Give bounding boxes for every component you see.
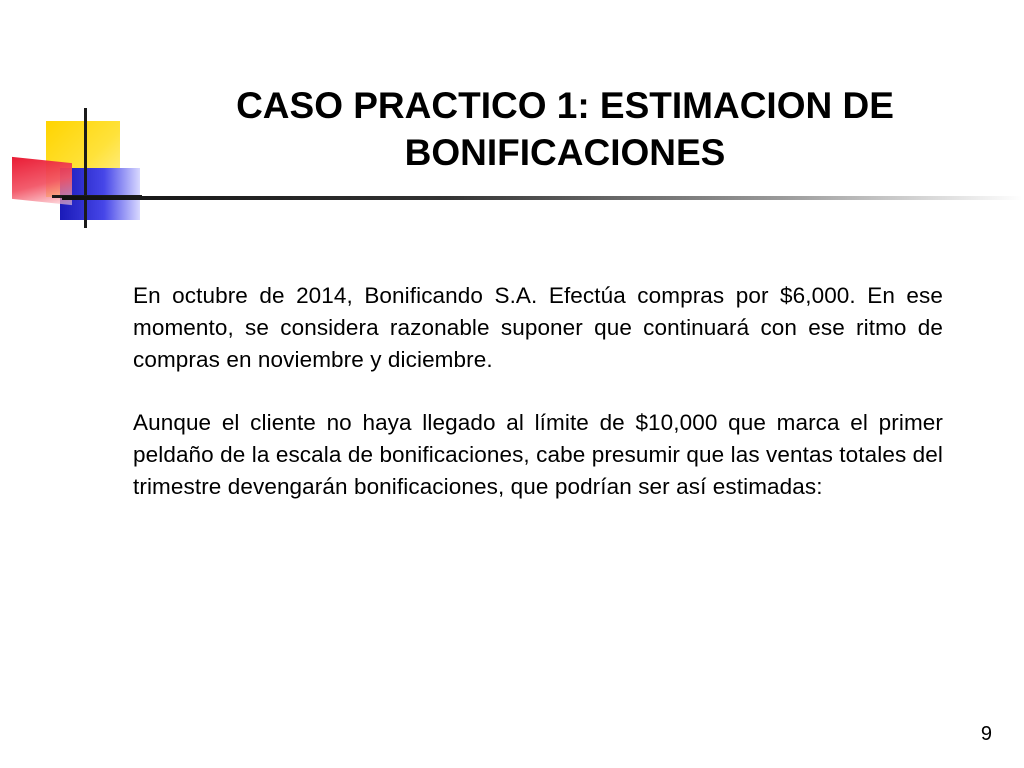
- paragraph-2: Aunque el cliente no haya llegado al límite de $10,000 que marca el primer peldaño de la escala de bonificaciones, cabe presumir que las ventas totales del trimestre devengarán bonificaciones, que podrían ser así estimadas:: [133, 410, 943, 499]
- slide-title-line-1: CASO PRACTICO 1: ESTIMACION DE: [236, 85, 894, 126]
- slide-body: [133, 280, 943, 534]
- paragraph-1: En octubre de 2014, Bonificando S.A. Efectúa compras por $6,000. En ese momento, se considera razonable suponer que continuará con ese ritmo de compras en noviembre y diciembre.: [133, 283, 943, 372]
- vertical-line: [84, 108, 87, 228]
- blue-square: [60, 168, 140, 220]
- decorative-logo: [0, 0, 160, 240]
- header-rule: [62, 196, 1022, 200]
- slide-title: [160, 82, 970, 176]
- page-number: 9: [980, 723, 992, 745]
- slide-title-line-2: BONIFICACIONES: [404, 132, 726, 173]
